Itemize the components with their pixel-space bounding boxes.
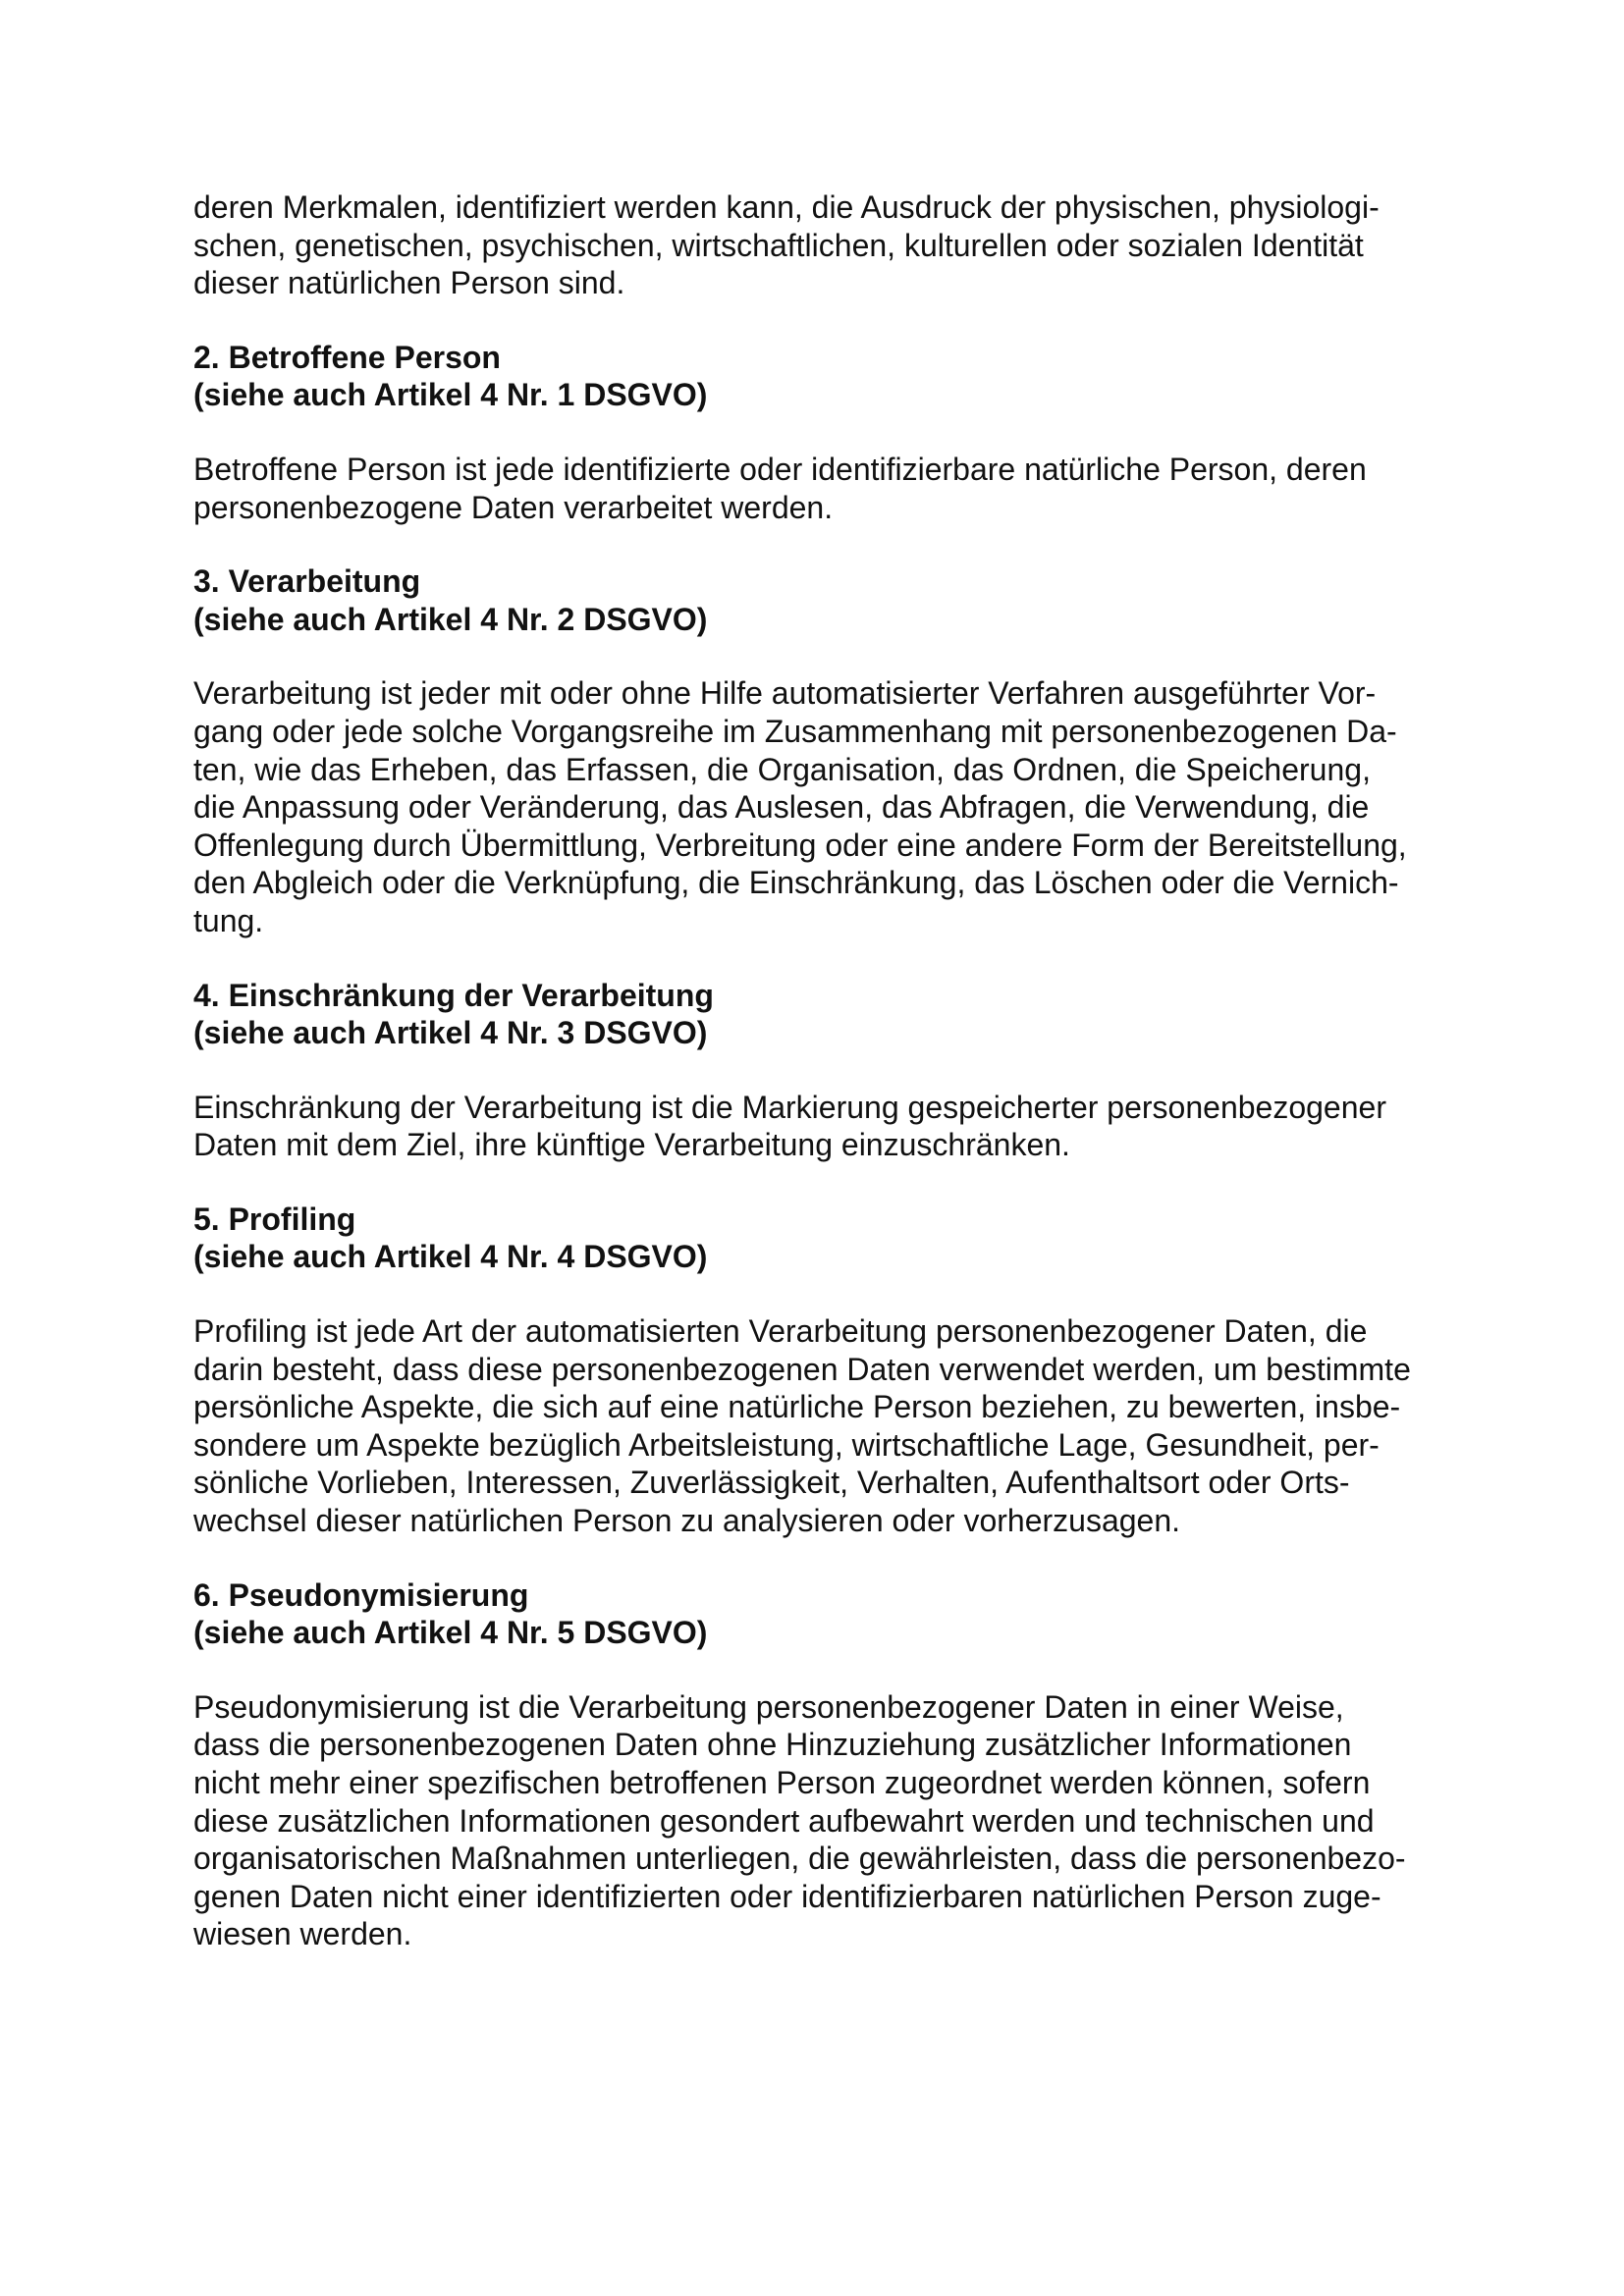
text-line: dieser natürlichen Person sind. [193,265,625,301]
text-line: genen Daten nicht einer identifizierten oder identifizierbaren natürlichen Person zuge- [193,1878,1381,1914]
text-line: die Anpassung oder Veränderung, das Auslesen, das Abfragen, die Verwendung, die [193,789,1370,826]
section-heading: 5. Profiling [193,1201,356,1237]
document-page [193,188,1489,1953]
section-reference: (siehe auch Artikel 4 Nr. 5 DSGVO) [193,1615,708,1651]
section-reference: (siehe auch Artikel 4 Nr. 3 DSGVO) [193,1015,708,1051]
text-line: diese zusätzlichen Informationen gesondert aufbewahrt werden und technischen und [193,1802,1375,1839]
section-reference: (siehe auch Artikel 4 Nr. 2 DSGVO) [193,601,708,637]
section-profiling [193,1201,1489,1540]
section-paragraph [193,674,1489,939]
text-line: nicht mehr einer spezifischen betroffenen Person zugeordnet werden können, sofern [193,1765,1371,1800]
text-line: personenbezogene Daten verarbeitet werden. [193,489,834,525]
text-line: Betroffene Person ist jede identifizierte oder identifizierbare natürliche Person, deren [193,451,1367,487]
intro-paragraph [193,188,1489,302]
section-paragraph [193,1688,1489,1953]
text-line: Einschränkung der Verarbeitung ist die Markierung gespeicherter personenbezogener [193,1089,1386,1125]
text-line: Profiling ist jede Art der automatisierten Verarbeitung personenbezogener Daten, die [193,1313,1368,1350]
section-betroffene-person [193,339,1489,526]
section-paragraph [193,1089,1489,1164]
section-verarbeitung [193,562,1489,939]
section-heading: 3. Verarbeitung [193,563,421,600]
text-line: deren Merkmalen, identifiziert werden kann, die Ausdruck der physischen, physiologi- [193,189,1380,225]
text-line: persönliche Aspekte, die sich auf eine natürliche Person beziehen, zu bewerten, insbe- [193,1389,1401,1425]
section-reference: (siehe auch Artikel 4 Nr. 4 DSGVO) [193,1239,708,1275]
section-paragraph [193,1312,1489,1540]
text-line: schen, genetischen, psychischen, wirtschaftlichen, kulturellen oder sozialen Identität [193,227,1364,263]
text-line: gang oder jede solche Vorgangsreihe im Zusammenhang mit personenbezogenen Da- [193,713,1397,749]
text-line: wiesen werden. [193,1916,412,1952]
text-line: ten, wie das Erheben, das Erfassen, die Organisation, das Ordnen, die Speicherung, [193,751,1371,787]
section-heading: 6. Pseudonymisierung [193,1576,529,1613]
text-line: Daten mit dem Ziel, ihre künftige Verarbeitung einzuschränken. [193,1127,1070,1163]
text-line: darin besteht, dass diese personenbezogenen Daten verwendet werden, um bestimmte [193,1351,1411,1387]
text-line: Pseudonymisierung ist die Verarbeitung personenbezogener Daten in einer Weise, [193,1688,1344,1725]
text-line: wechsel dieser natürlichen Person zu analysieren oder vorherzusagen. [193,1503,1181,1539]
text-line: Offenlegung durch Übermittlung, Verbreitung oder eine andere Form der Bereitstellung, [193,827,1407,863]
text-line: sönliche Vorlieben, Interessen, Zuverlässigkeit, Verhalten, Aufenthaltsort oder Orts- [193,1465,1350,1501]
text-line: tung. [193,902,264,938]
section-heading: 4. Einschränkung der Verarbeitung [193,977,714,1013]
section-pseudonymisierung [193,1576,1489,1953]
text-line: dass die personenbezogenen Daten ohne Hinzuziehung zusätzlicher Informationen [193,1727,1352,1763]
text-line: den Abgleich oder die Verknüpfung, die Einschränkung, das Löschen oder die Vernich- [193,865,1399,901]
text-line: Verarbeitung ist jeder mit oder ohne Hilfe automatisierter Verfahren ausgeführter Vor- [193,675,1377,712]
text-line: organisatorischen Maßnahmen unterliegen, die gewährleisten, dass die personenbezo- [193,1841,1406,1877]
text-line: sondere um Aspekte bezüglich Arbeitsleistung, wirtschaftliche Lage, Gesundheit, per- [193,1426,1380,1463]
section-einschraenkung [193,977,1489,1164]
section-paragraph [193,451,1489,526]
section-heading: 2. Betroffene Person [193,339,501,375]
section-reference: (siehe auch Artikel 4 Nr. 1 DSGVO) [193,377,708,413]
